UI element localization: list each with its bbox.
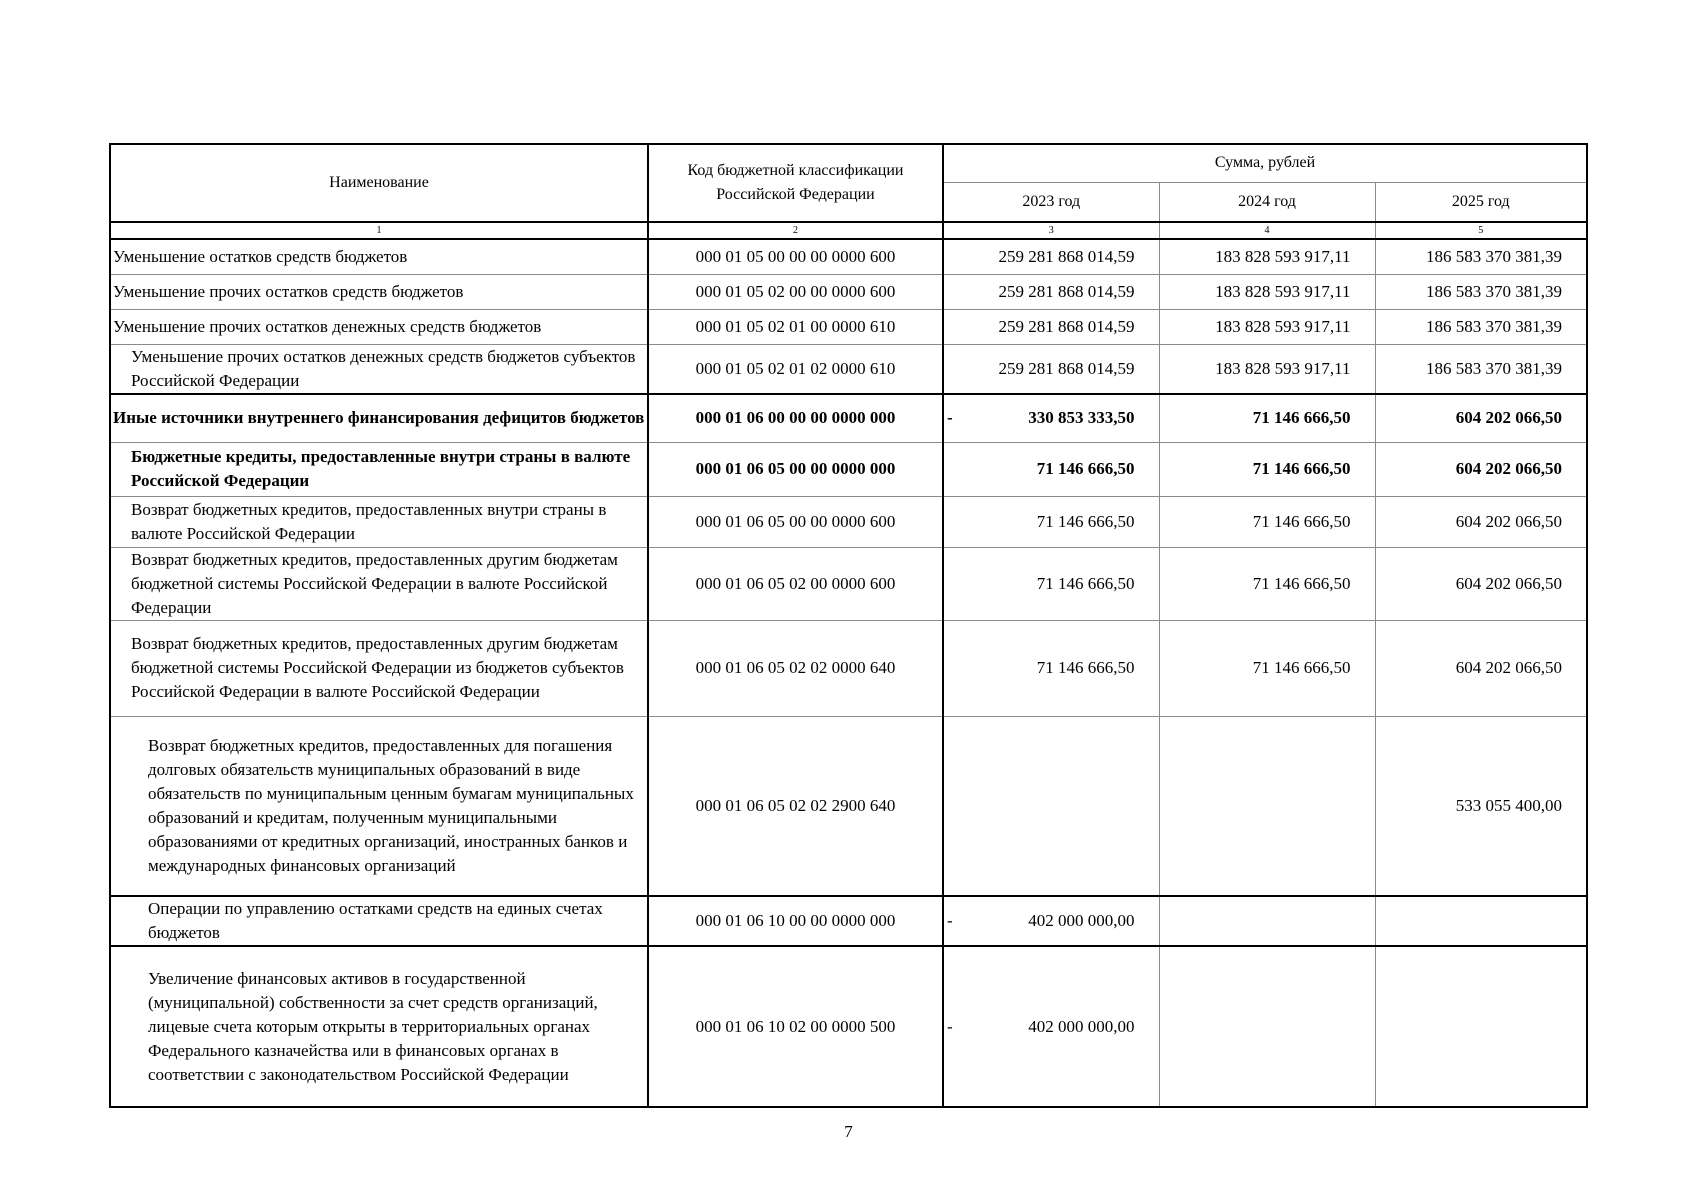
- row-value-2025: [1375, 896, 1587, 946]
- row-value-2025: 604 202 066,50: [1375, 547, 1587, 620]
- table-row: [110, 442, 1587, 496]
- header-year-2025: 2025 год: [1375, 182, 1587, 222]
- row-value-2025: 186 583 370 381,39: [1375, 274, 1587, 309]
- row-name: Иные источники внутреннего финансирования дефицитов бюджетов: [110, 394, 648, 442]
- row-value-2025: 604 202 066,50: [1375, 442, 1587, 496]
- row-value-2025: 604 202 066,50: [1375, 620, 1587, 716]
- row-name: Возврат бюджетных кредитов, предоставленных внутри страны в валюте Российской Федерации: [110, 496, 648, 547]
- row-name: Бюджетные кредиты, предоставленные внутри страны в валюте Российской Федерации: [110, 442, 648, 496]
- value-text: 330 853 333,50: [1028, 408, 1135, 428]
- header-year-2023: 2023 год: [943, 182, 1159, 222]
- row-value-2024: 183 828 593 917,11: [1159, 239, 1375, 274]
- row-value-2023: 71 146 666,50: [943, 496, 1159, 547]
- row-value-2023: 259 281 868 014,59: [943, 239, 1159, 274]
- row-value-2023: 259 281 868 014,59: [943, 309, 1159, 344]
- row-value-2023: 259 281 868 014,59: [943, 274, 1159, 309]
- row-value-2024: 71 146 666,50: [1159, 496, 1375, 547]
- header-year-2024: 2024 год: [1159, 182, 1375, 222]
- row-name: Операции по управлению остатками средств на единых счетах бюджетов: [110, 896, 648, 946]
- row-value-2024: 71 146 666,50: [1159, 394, 1375, 442]
- row-value-2024: [1159, 946, 1375, 1107]
- row-value-2025: 604 202 066,50: [1375, 394, 1587, 442]
- row-value-2023: [943, 946, 1159, 1107]
- column-numbers-row: [110, 222, 1587, 239]
- row-value-2025: 186 583 370 381,39: [1375, 344, 1587, 394]
- budget-sources-table: [109, 143, 1588, 1108]
- row-value-2024: 183 828 593 917,11: [1159, 274, 1375, 309]
- row-value-2023: 71 146 666,50: [943, 547, 1159, 620]
- row-value-2023: [943, 896, 1159, 946]
- row-code: 000 01 06 05 02 02 0000 640: [648, 620, 943, 716]
- value-text: 402 000 000,00: [1028, 911, 1135, 930]
- row-value-2024: [1159, 716, 1375, 896]
- row-value-2023: [943, 394, 1159, 442]
- row-value-2024: 71 146 666,50: [1159, 620, 1375, 716]
- table-row: [110, 547, 1587, 620]
- row-value-2023: 71 146 666,50: [943, 620, 1159, 716]
- row-code: 000 01 06 10 02 00 0000 500: [648, 946, 943, 1107]
- row-code: 000 01 06 05 00 00 0000 600: [648, 496, 943, 547]
- table-row: [110, 716, 1587, 896]
- table-row: [110, 274, 1587, 309]
- table-row: [110, 946, 1587, 1107]
- row-code: 000 01 05 02 01 00 0000 610: [648, 309, 943, 344]
- row-name: Возврат бюджетных кредитов, предоставленных для погашения долговых обязательств муниципальных образований в виде обязательств по муниципальным ценным бумагам муниципальных образований и кредитам, полученным муниципальными образованиями от кредитных организаций, иностранных банков и международных финансовых организаций: [110, 716, 648, 896]
- table-row: [110, 620, 1587, 716]
- row-code: 000 01 06 05 02 02 2900 640: [648, 716, 943, 896]
- table-row: [110, 309, 1587, 344]
- header-name: Наименование: [110, 144, 648, 222]
- row-name: Возврат бюджетных кредитов, предоставленных другим бюджетам бюджетной системы Российской Федерации в валюте Российской Федерации: [110, 547, 648, 620]
- column-number: 1: [110, 222, 648, 239]
- header-sum: Сумма, рублей: [943, 144, 1587, 182]
- row-name: Уменьшение остатков средств бюджетов: [110, 239, 648, 274]
- column-number: 2: [648, 222, 943, 239]
- page-number: 7: [844, 1122, 853, 1141]
- row-name: Увеличение финансовых активов в государственной (муниципальной) собственности за счет средств организаций, лицевые счета которым открыты в территориальных органах Федерального казначейства или в финансовых органах в соответствии с законодательством Российской Федерации: [110, 946, 648, 1107]
- table-row: [110, 496, 1587, 547]
- table-row: [110, 394, 1587, 442]
- row-value-2024: 183 828 593 917,11: [1159, 309, 1375, 344]
- negative-sign: -: [947, 408, 953, 428]
- table-row: [110, 896, 1587, 946]
- negative-sign: -: [947, 1016, 953, 1036]
- row-value-2024: [1159, 896, 1375, 946]
- row-value-2025: [1375, 946, 1587, 1107]
- row-name: Возврат бюджетных кредитов, предоставленных другим бюджетам бюджетной системы Российской Федерации из бюджетов субъектов Российской Федерации в валюте Российской Федерации: [110, 620, 648, 716]
- value-text: 402 000 000,00: [1028, 1016, 1135, 1036]
- column-number: 4: [1159, 222, 1375, 239]
- row-name: Уменьшение прочих остатков денежных средств бюджетов субъектов Российской Федерации: [110, 344, 648, 394]
- table-row: [110, 344, 1587, 394]
- row-value-2024: 71 146 666,50: [1159, 547, 1375, 620]
- header-row: [110, 144, 1587, 182]
- table-row: [110, 239, 1587, 274]
- row-code: 000 01 05 02 01 02 0000 610: [648, 344, 943, 394]
- row-code: 000 01 05 00 00 00 0000 600: [648, 239, 943, 274]
- header-code: Код бюджетной классификации Российской Федерации: [648, 144, 943, 222]
- row-value-2023: [943, 716, 1159, 896]
- row-code: 000 01 06 10 00 00 0000 000: [648, 896, 943, 946]
- row-code: 000 01 06 05 02 00 0000 600: [648, 547, 943, 620]
- row-value-2023: 259 281 868 014,59: [943, 344, 1159, 394]
- row-name: Уменьшение прочих остатков денежных средств бюджетов: [110, 309, 648, 344]
- row-code: 000 01 05 02 00 00 0000 600: [648, 274, 943, 309]
- row-name: Уменьшение прочих остатков средств бюджетов: [110, 274, 648, 309]
- column-number: 3: [943, 222, 1159, 239]
- row-value-2024: 71 146 666,50: [1159, 442, 1375, 496]
- row-value-2025: 533 055 400,00: [1375, 716, 1587, 896]
- row-value-2025: 186 583 370 381,39: [1375, 309, 1587, 344]
- row-value-2025: 186 583 370 381,39: [1375, 239, 1587, 274]
- row-code: 000 01 06 05 00 00 0000 000: [648, 442, 943, 496]
- row-value-2025: 604 202 066,50: [1375, 496, 1587, 547]
- column-number: 5: [1375, 222, 1587, 239]
- negative-sign: -: [947, 911, 953, 930]
- row-value-2024: 183 828 593 917,11: [1159, 344, 1375, 394]
- row-code: 000 01 06 00 00 00 0000 000: [648, 394, 943, 442]
- row-value-2023: 71 146 666,50: [943, 442, 1159, 496]
